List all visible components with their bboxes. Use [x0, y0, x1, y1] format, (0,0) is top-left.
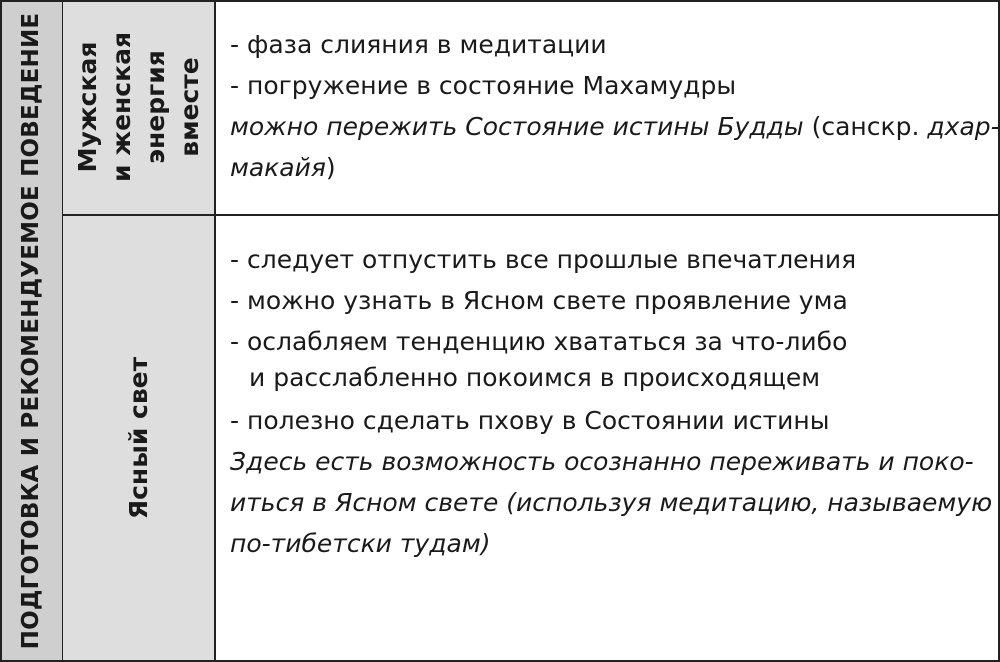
- list-item: - фаза слияния в медитации: [230, 30, 607, 59]
- row1-heading-line: энергия: [141, 50, 170, 164]
- row1-heading-line: вместе: [175, 57, 204, 157]
- note-text: макайя: [230, 153, 326, 182]
- row1-heading: [71, 32, 207, 182]
- note-text: дхар-: [927, 112, 1000, 141]
- border-top: [0, 0, 1000, 2]
- row1-note: [230, 147, 1000, 188]
- row2-note: иться в Ясном свете (используя медитацию, называемую: [230, 488, 993, 517]
- row1-heading-line: Мужская: [73, 41, 102, 173]
- row2-note: Здесь есть возможность осознанно переживать и поко-: [230, 447, 974, 476]
- list-item: - погружение в состояние Махамудры: [230, 71, 737, 100]
- divider-sub: [214, 0, 216, 662]
- divider-main: [62, 0, 63, 662]
- note-text: (санскр.: [803, 112, 928, 141]
- note-text: можно пережить Состояние истины Будды: [230, 112, 804, 141]
- row2-content: [230, 239, 992, 564]
- border-left: [0, 0, 2, 662]
- divider-rows: [62, 214, 1000, 216]
- row2-heading: [122, 357, 156, 519]
- row1-heading-line: и женская: [107, 31, 136, 183]
- main-column-title: ПОДГОТОВКА И РЕКОМЕНДУЕМОЕ ПОВЕДЕНИЕ: [18, 12, 44, 650]
- list-item: - полезно сделать пхову в Состоянии истины: [230, 406, 830, 435]
- list-item: и расслабленно покоимся в происходящем: [249, 363, 821, 392]
- row1-note: [230, 106, 1000, 147]
- note-text: ): [325, 153, 336, 182]
- row1-content: [230, 24, 1000, 188]
- row2-heading-line: Ясный свет: [124, 356, 153, 520]
- row2-note: по-тибетски тудам): [230, 529, 491, 558]
- list-item: - ослабляем тенденцию хвататься за что-либо: [230, 327, 848, 356]
- list-item: - следует отпустить все прошлые впечатления: [230, 245, 857, 274]
- list-item: - можно узнать в Ясном свете проявление ума: [230, 286, 848, 315]
